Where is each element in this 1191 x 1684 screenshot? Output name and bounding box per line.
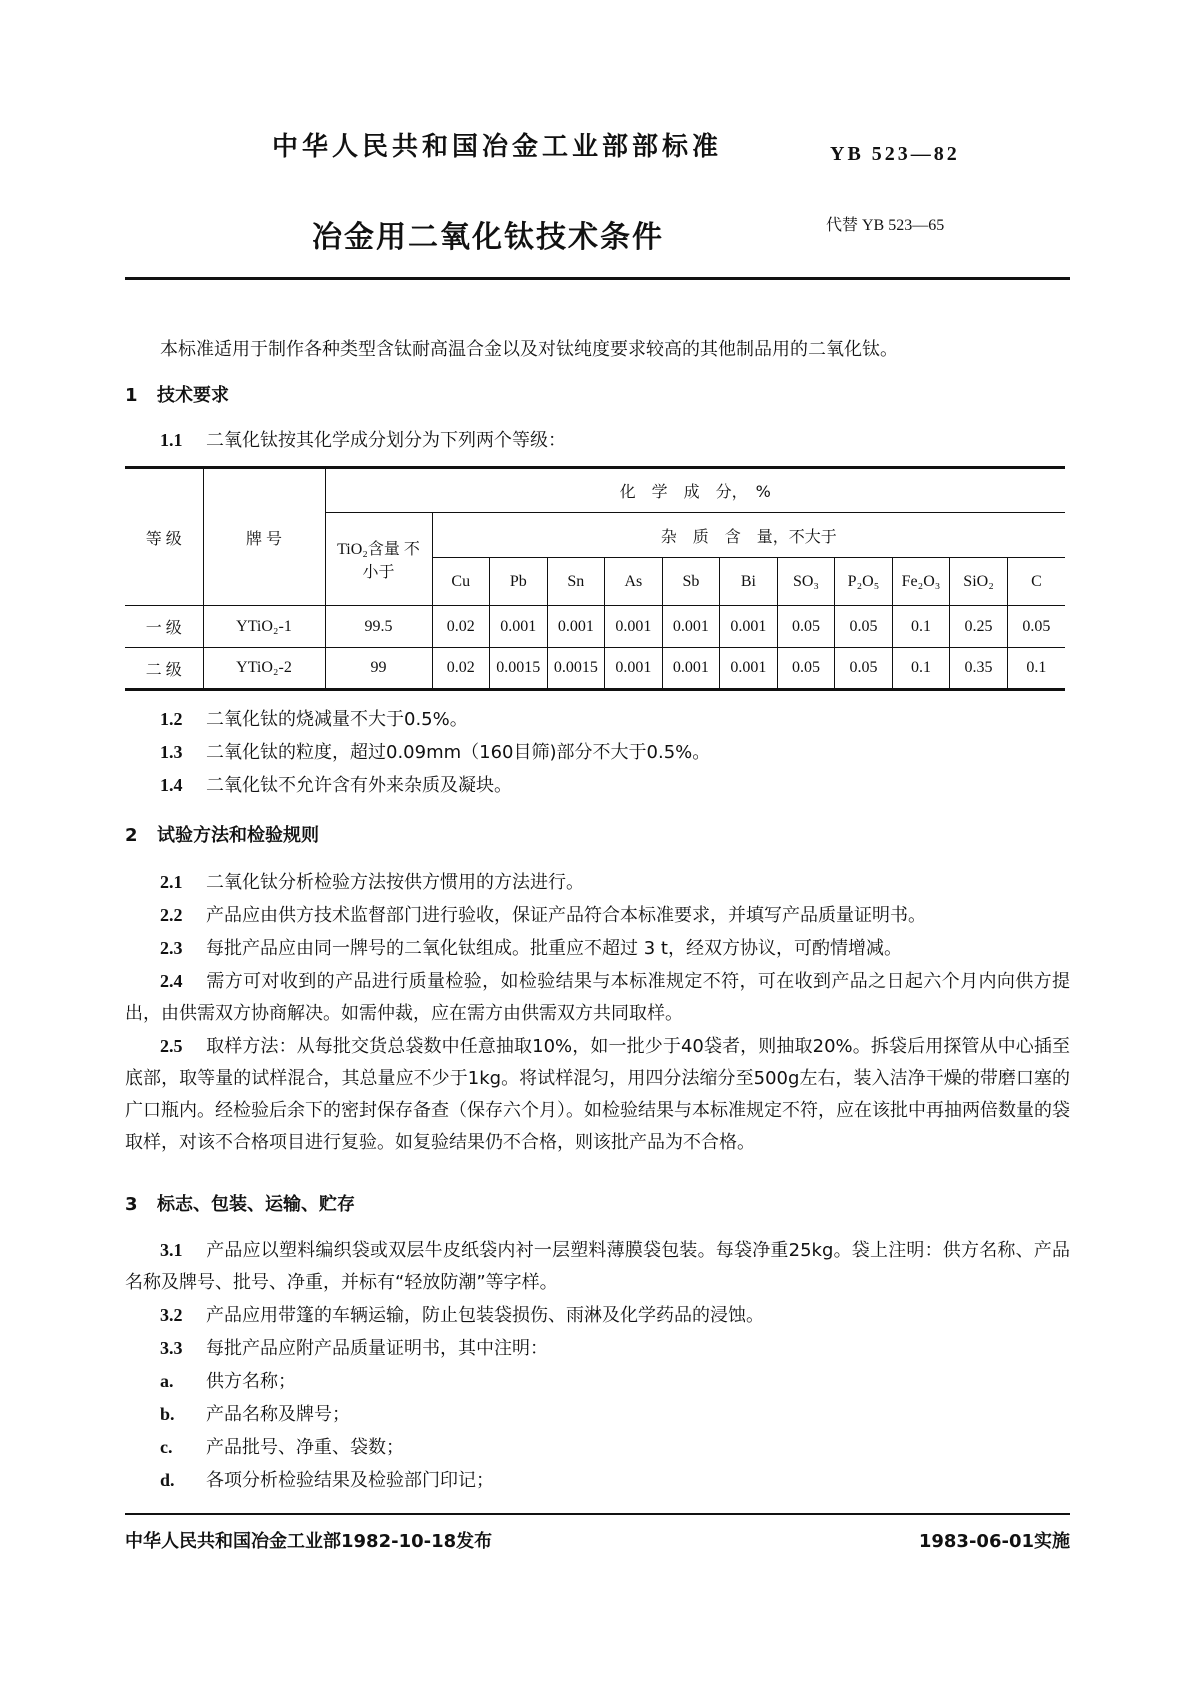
cell-value: 0.05 [835,648,893,690]
section-num: 2 [125,825,138,846]
table-row [125,648,1065,690]
clause-2-4 [125,965,1070,1030]
clause-num: 3.3 [160,1338,183,1358]
clause-num: 2.2 [160,905,183,925]
clause-text: 产品应用带篷的车辆运输，防止包装袋损伤、雨淋及化学药品的浸蚀。 [206,1305,764,1326]
clause-text: 二氧化钛分析检验方法按供方惯用的方法进行。 [206,872,584,893]
standard-code: YB 523—82 [830,143,960,165]
cell-value: 0.25 [950,606,1008,648]
cell-value: 0.1 [892,648,950,690]
cell-value: 0.001 [720,648,778,690]
clause-1-4 [125,769,1070,802]
clause-2-5 [125,1030,1070,1159]
clause-2-1 [125,866,1070,899]
item-text: 产品批号、净重、袋数； [206,1437,404,1458]
clause-num: 1.4 [160,775,183,795]
cell-brand: YTiO₂-2 [203,648,325,690]
clause-num: 1.2 [160,709,183,729]
cell-tio2: 99.5 [325,606,432,648]
document-body [125,334,1070,1553]
clause-2-3 [125,932,1070,965]
cell-value: 0.05 [1007,606,1065,648]
th-element: As [605,558,663,606]
cell-value: 0.001 [547,606,605,648]
clause-text: 每批产品应由同一牌号的二氧化钛组成。批重应不超过 3 t，经双方协议，可酌情增减。 [206,938,902,959]
section-num: 3 [125,1194,138,1215]
issued-date: 中华人民共和国冶金工业部1982-10-18发布 [125,1531,493,1552]
th-impurity: 杂 质 含 量，不大于 [432,513,1065,558]
clause-num: 3.2 [160,1305,183,1325]
list-item [125,1464,1070,1497]
th-element: SiO₂ [950,558,1008,606]
document-title: 冶金用二氧化钛技术条件 [312,220,664,255]
cell-value: 0.02 [432,606,490,648]
item-marker: b. [160,1404,175,1424]
cell-value: 0.001 [605,648,663,690]
section-num: 1 [125,385,138,406]
item-marker: c. [160,1437,173,1457]
list-item [125,1431,1070,1464]
clause-num: 2.3 [160,938,183,958]
cell-value: 0.0015 [547,648,605,690]
clause-text: 二氧化钛的烧减量不大于0.5%。 [206,709,468,730]
item-list [125,1365,1070,1497]
cell-value: 0.001 [662,648,720,690]
cell-value: 0.05 [777,606,835,648]
cell-value: 0.35 [950,648,1008,690]
th-grade: 等 级 [125,468,203,606]
th-element: P₂O₅ [835,558,893,606]
intro: 本标准适用于制作各种类型含钛耐高温合金以及对钛纯度要求较高的其他制品用的二氧化钛。 [160,339,898,360]
cell-value: 0.001 [720,606,778,648]
clause-1-3 [125,736,1070,769]
th-element: SO₃ [777,558,835,606]
cell-value: 0.0015 [490,648,548,690]
clause-num: 1.3 [160,742,183,762]
cell-value: 0.1 [1007,648,1065,690]
th-element: Bi [720,558,778,606]
grade-table [125,466,1065,691]
clause-2-2 [125,899,1070,932]
clause-text: 二氧化钛的粒度，超过0.09mm（160目筛)部分不大于0.5%。 [206,742,711,763]
table-row [125,606,1065,648]
cell-value: 0.001 [662,606,720,648]
clause-text: 二氧化钛按其化学成分划分为下列两个等级： [206,430,566,451]
clause-num: 2.4 [160,971,183,991]
header-rule [125,277,1070,280]
cell-value: 0.001 [490,606,548,648]
org-standard: 中华人民共和国冶金工业部部标准 [272,132,723,162]
section-1-heading [125,380,1070,412]
th-element: C [1007,558,1065,606]
clause-num: 1.1 [160,430,183,450]
th-element: Fe₂O₃ [892,558,950,606]
cell-tio2: 99 [325,648,432,690]
cell-value: 0.001 [605,606,663,648]
cell-grade: 一 级 [125,606,203,648]
section-title: 试验方法和检验规则 [157,825,319,846]
clause-text: 二氧化钛不允许含有外来杂质及凝块。 [206,775,512,796]
th-brand: 牌 号 [203,468,325,606]
clause-1-2 [125,703,1070,736]
cell-grade: 二 级 [125,648,203,690]
th-tio2: TiO₂含量 不小于 [325,513,432,606]
section-3-heading [125,1189,1070,1221]
section-title: 技术要求 [157,385,229,406]
clause-3-1 [125,1234,1070,1299]
clause-num: 3.1 [160,1240,183,1260]
effective-date: 1983-06-01实施 [918,1531,1070,1552]
th-element: Sb [662,558,720,606]
clause-num: 2.5 [160,1036,183,1056]
clause-text: 产品应以塑料编织袋或双层牛皮纸袋内衬一层塑料薄膜袋包装。每袋净重25kg。袋上注明：供方名称、产品名称及牌号、批号、净重，并标有“轻放防潮”等字样。 [125,1240,1070,1293]
clause-text: 取样方法：从每批交货总袋数中任意抽取10%，如一批少于40袋者，则抽取20%。拆袋后用探管从中心插至底部，取等量的试样混合，其总量应不少于1kg。将试样混匀，用四分法缩分至500g左右，装入洁净干燥的带磨口塞的广口瓶内。经检验后余下的密封保存备查（保存六个月）。如检验结果与本标准规定不符，应在该批中再抽两倍数量的袋取样，对该不合格项目进行复验。如复验结果仍不合格，则该批产品为不合格。 [125,1036,1070,1153]
clause-num: 2.1 [160,872,183,892]
clause-text: 需方可对收到的产品进行质量检验，如检验结果与本标准规定不符，可在收到产品之日起六个月内向供方提出，由供需双方协商解决。如需仲裁，应在需方由供需双方共同取样。 [125,971,1070,1024]
clause-3-3 [125,1332,1070,1365]
th-element: Pb [490,558,548,606]
cell-value: 0.02 [432,648,490,690]
clause-text: 产品应由供方技术监督部门进行验收，保证产品符合本标准要求，并填写产品质量证明书。 [206,905,926,926]
footer [125,1513,1070,1553]
list-item [125,1365,1070,1398]
list-item [125,1398,1070,1431]
item-text: 供方名称； [206,1371,296,1392]
clause-text: 每批产品应附产品质量证明书，其中注明： [206,1338,548,1359]
item-text: 产品名称及牌号； [206,1404,350,1425]
th-element: Sn [547,558,605,606]
clause-3-2 [125,1299,1070,1332]
item-marker: d. [160,1470,175,1490]
cell-value: 0.05 [777,648,835,690]
cell-value: 0.1 [892,606,950,648]
th-chem: 化 学 成 分， % [325,468,1065,513]
item-text: 各项分析检验结果及检验部门印记； [206,1470,494,1491]
th-element: Cu [432,558,490,606]
section-title: 标志、包装、运输、贮存 [157,1194,355,1215]
cell-value: 0.05 [835,606,893,648]
clause-1-1 [125,424,1070,457]
section-2-heading [125,820,1070,852]
cell-brand: YTiO₂-1 [203,606,325,648]
replaces-code: 代替 YB 523—65 [826,217,945,234]
item-marker: a. [160,1371,174,1391]
